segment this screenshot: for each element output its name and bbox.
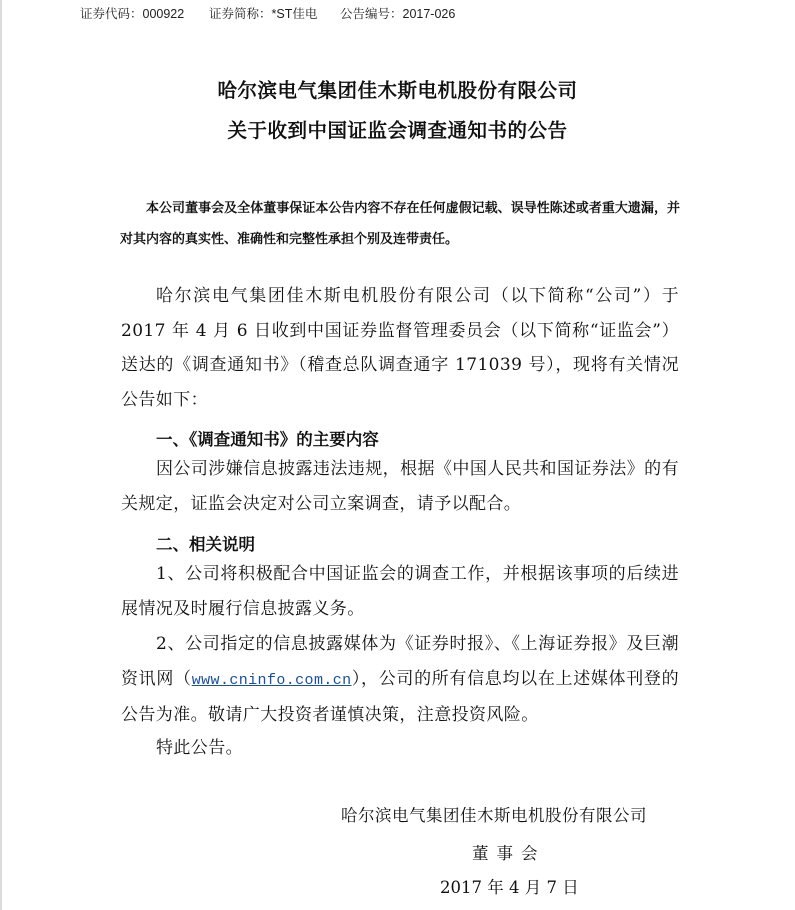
announcement-title: 关于收到中国证监会调查通知书的公告 (227, 119, 568, 142)
signature-date: 2017 年 4 月 7 日 (440, 878, 579, 897)
section-1-paragraph: 因公司涉嫌信息披露违法违规，根据《中国人民共和国证券法》的有关规定，证监会决定对公司立案调查，请予以配合。 (121, 459, 679, 514)
cninfo-link[interactable]: www.cninfo.com.cn (191, 671, 352, 689)
announcement-number: 公告编号：2017-026 (340, 7, 456, 21)
intro-paragraph: 哈尔滨电气集团佳木斯电机股份有限公司（以下简称“公司”）于 2017 年 4 月 6 日收到中国证券监督管理委员会（以下简称“证监会”）送达的《调查通知书》（稽查总队调查通字 171039 号），现将有关情况公告如下： (121, 286, 679, 410)
section-1-heading: 一、《调查通知书》的主要内容 (156, 430, 379, 449)
item-2-text-before: 2、公司指定的信息披露媒体为《证券时报》、《上海证券报》及巨潮资讯网（ (121, 634, 679, 689)
company-title: 哈尔滨电气集团佳木斯电机股份有限公司 (217, 79, 578, 102)
signature-company: 哈尔滨电气集团佳木斯电机股份有限公司 (341, 806, 647, 825)
item-2-text-after: ），公司的所有信息均以在上述媒体刊登的公告为准。敬请广大投资者谨慎决策，注意投资风险。 (121, 668, 679, 726)
signature-board: 董事会 (472, 844, 546, 863)
item-2-paragraph (121, 627, 679, 733)
section-2-heading: 二、相关说明 (156, 535, 255, 554)
document-header (0, 4, 795, 20)
stock-abbreviation: 证券简称：*ST佳电 (209, 7, 318, 21)
closing-paragraph: 特此公告。 (156, 738, 243, 758)
stock-code: 证券代码：000922 (80, 7, 185, 21)
board-disclaimer: 本公司董事会及全体董事保证本公告内容不存在任何虚假记载、误导性陈述或者重大遗漏，并对其内容的真实性、准确性和完整性承担个别及连带责任。 (120, 201, 680, 247)
item-1-paragraph: 1、公司将积极配合中国证监会的调查工作，并根据该事项的后续进展情况及时履行信息披露义务。 (121, 564, 679, 619)
